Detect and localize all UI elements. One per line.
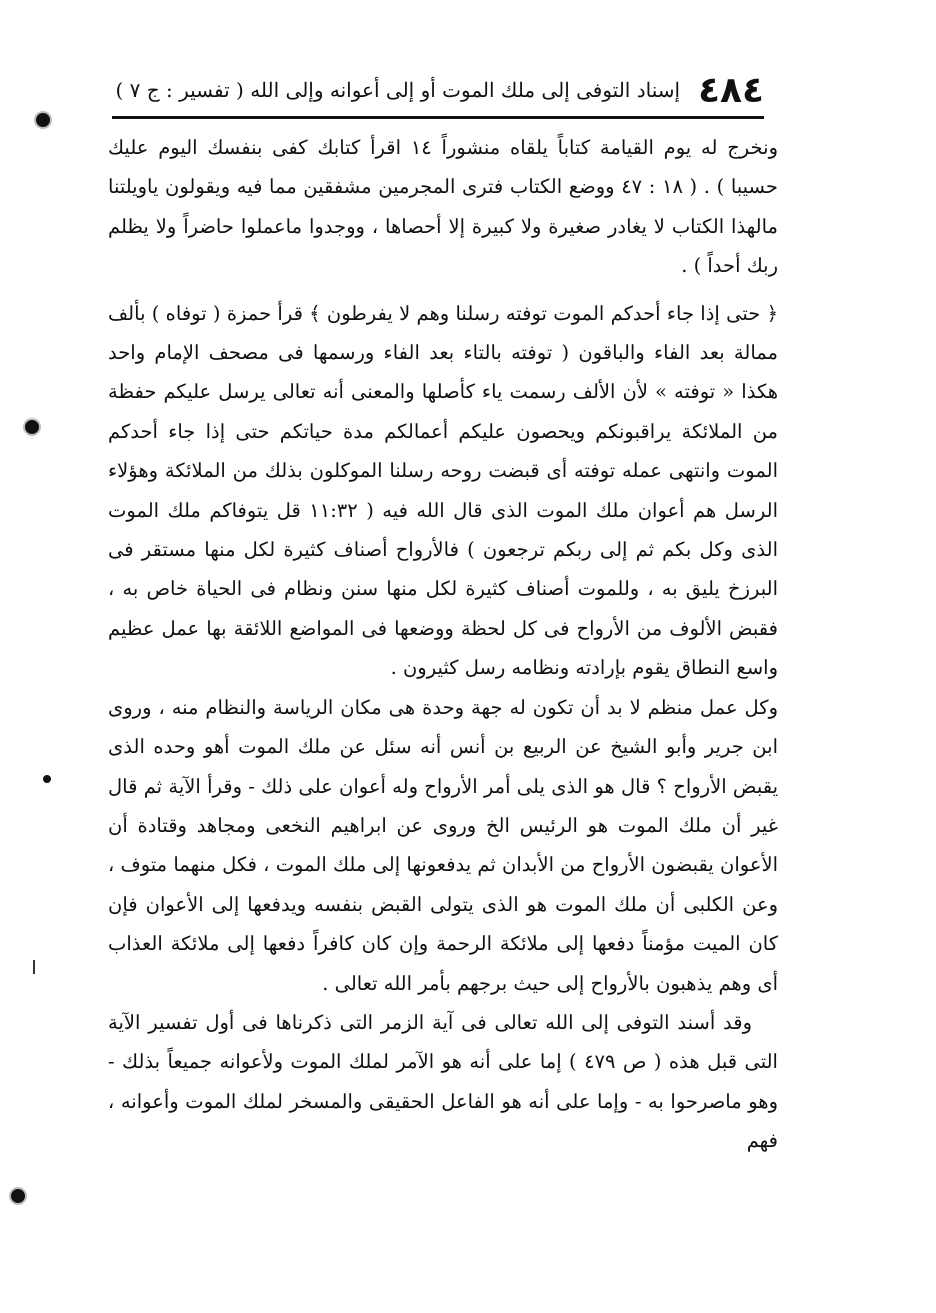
paragraph-4: وقد أسند التوفى إلى الله تعالى فى آية الزمر التى ذكرناها فى أول تفسير الآية التى قبل هذه ( ص ٤٧٩ ) إما على أنه هو الآمر لملك الموت ولأعوانه جميعاً بذلك - وهو ماصرحوا به - وإما على أنه هو الفاعل الحقيقى والمسخر لملك الموت وأعوانه ، فهم — [108, 1010, 778, 1153]
scan-speck-2 — [25, 420, 39, 434]
body-text — [108, 128, 778, 1161]
scan-speck-4 — [11, 1189, 25, 1203]
page-header — [112, 64, 764, 119]
paragraph-3: وكل عمل منظم لا بد أن تكون له جهة وحدة هى مكان الرياسة والنظام منه ، وروى ابن جرير وأبو الشيخ عن الربيع بن أنس أنه سئل عن ملك الموت أهو وحده الذى يقبض الأرواح ؟ قال هو الذى يلى أمر الأرواح وله أعوان على ذلك - وقرأ الآية ثم قال غير أن ملك الموت هو الرئيس الخ وروى عن ابراهيم النخعى ومجاهد وقتادة أن الأعوان يقبضون الأرواح من الأبدان ثم يدفعونها إلى ملك الموت ، فكل منهما متوف ، وعن الكلبى أن ملك الموت هو الذى يتولى القبض بنفسه ويدفعها إلى الأعوان فإن كان الميت مؤمناً دفعها إلى ملائكة الرحمة وإن كان كافراً دفعها إلى ملائكة العذاب أى وهم يذهبون بالأرواح إلى حيث برجهم بأمر الله تعالى . — [108, 695, 778, 995]
scan-speck-3 — [43, 775, 51, 783]
scan-speck-1 — [36, 113, 50, 127]
page-number: ٤٨٤ — [698, 69, 764, 111]
scan-mark-1 — [33, 960, 35, 974]
paragraph-2: ﴿ حتى إذا جاء أحدكم الموت توفته رسلنا وهم لا يفرطون ﴾ قرأ حمزة ( توفاه ) بألف ممالة بعد الفاء والباقون ( توفته بالتاء بعد الفاء ورسمها فى مصحف الإمام واحد هكذا « توفته » لأن الألف رسمت ياء كأصلها والمعنى أنه تعالى يرسل عليكم حفظة من الملائكة يراقبونكم ويحصون عليكم أعمالكم مدة حياتكم حتى إذا جاء أحدكم الموت وانتهى عمله توفته أى قبضت روحه رسلنا الموكلون بذلك من الملائكة وهؤلاء الرسل هم أعوان ملك الموت الذى قال الله فيه ( ١١:٣٢ قل يتوفاكم ملك الموت الذى وكل بكم ثم إلى ربكم ترجعون ) فالأرواح أصناف كثيرة لكل منها مستقر فى البرزخ يليق به ، وللموت أصناف كثيرة لكل منها سنن ونظام فى الحياة خاص به ، فقبض الألوف من الأرواح فى كل لحظة ووضعها فى المواضع اللائقة بها عمل عظيم واسع النطاق يقوم بإرادته ونظامه رسل كثيرون . — [108, 301, 778, 680]
running-title: إسناد التوفى إلى ملك الموت أو إلى أعوانه وإلى الله ( تفسير : ج ٧ ) — [115, 78, 681, 102]
paragraph-1: ونخرج له يوم القيامة كتاباً يلقاه منشوراً ١٤ اقرأ كتابك كفى بنفسك اليوم عليك حسيبا ) . ( ١٨ : ٤٧ ووضع الكتاب فترى المجرمين مشفقين مما فيه ويقولون ياويلتنا مالهذا الكتاب لا يغادر صغيرة ولا كبيرة إلا أحصاها ، ووجدوا ماعملوا حاضراً ولا يظلم ربك أحداً ) . — [108, 136, 778, 278]
